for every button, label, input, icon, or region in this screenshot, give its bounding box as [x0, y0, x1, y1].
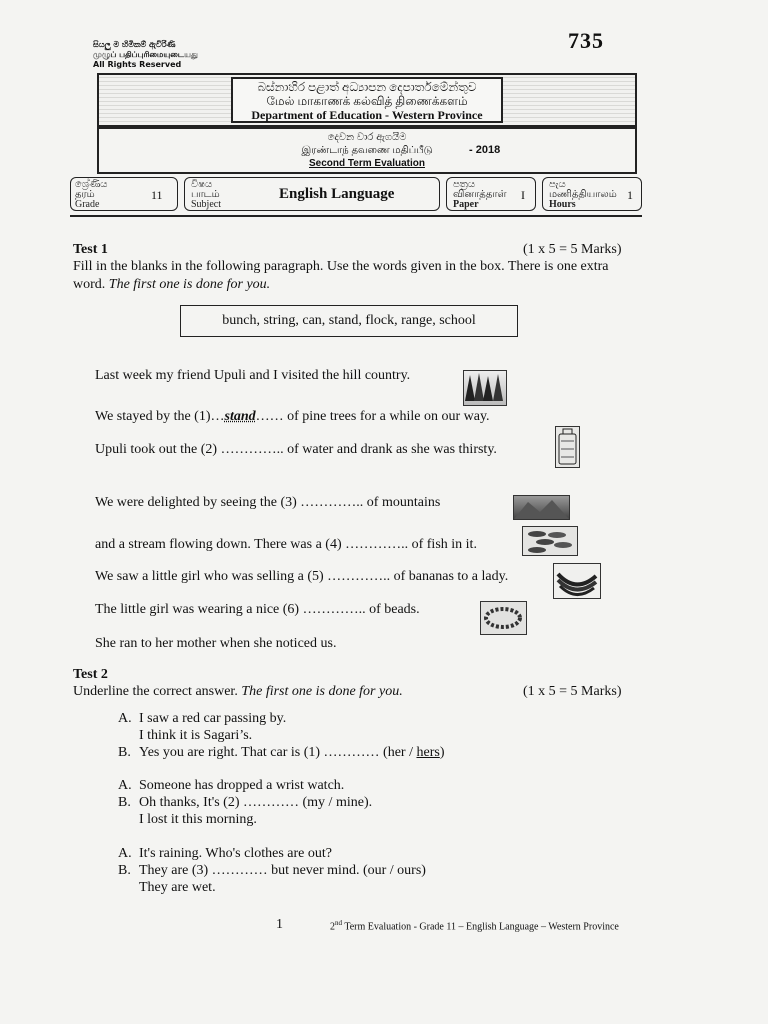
blank-1-dots: ……: [255, 409, 284, 424]
test2-example-note: The first one is done for you.: [241, 684, 403, 699]
department-banner: [97, 73, 637, 127]
paper-cell: [446, 177, 536, 211]
grade-label-ta: தரம்: [75, 189, 95, 200]
grade-label-si: ශ්‍රේණිය: [75, 179, 108, 190]
eval-year: - 2018: [469, 144, 501, 156]
subject-label-ta: பாடம்: [191, 189, 220, 200]
test1-instruction-word: word.: [73, 277, 106, 292]
item3-letter-b: B.: [118, 863, 131, 878]
test2-instruction-text: Underline the correct answer.: [73, 684, 238, 699]
footer-text: [330, 919, 619, 932]
evaluation-box: [97, 127, 637, 174]
test1-marks: (1 x 5 = 5 Marks): [523, 242, 622, 257]
dept-english: Department of Education - Western Province: [251, 108, 483, 122]
paper-label-si: පත්‍රය: [453, 179, 476, 190]
blank-1-suffix: of pine trees for a while on our way.: [287, 409, 490, 424]
paper-number: 735: [568, 28, 604, 53]
fish-picture: [522, 526, 578, 556]
paragraph-line-3: Upuli took out the (2) ………….. of water and drank as she was thirsty.: [95, 442, 497, 457]
eval-sinhala: දෙවන වාර ඇගයීම: [327, 132, 407, 143]
subject-cell: [184, 177, 440, 211]
paper-value: I: [521, 188, 525, 202]
blank-1-prefix: We stayed by the (1): [95, 409, 211, 424]
pine-trees-picture: [463, 370, 507, 406]
water-can-icon: [556, 427, 579, 467]
test2-title: Test 2: [73, 667, 108, 682]
mountains-icon: [514, 496, 569, 519]
blank-1-answer: stand: [224, 409, 256, 424]
test1-instruction: Fill in the blanks in the following paragraph. Use the words given in the box. There is one extra: [73, 259, 609, 274]
hours-label-en: Hours: [549, 199, 576, 210]
item2-letter-a: A.: [118, 778, 132, 793]
paragraph-line-7: The little girl was wearing a nice (6) ………….. of beads.: [95, 602, 420, 617]
item2-letter-b: B.: [118, 795, 131, 810]
item3-letter-a: A.: [118, 846, 132, 861]
blank-1-lead: …: [210, 409, 225, 424]
test1-title: Test 1: [73, 242, 108, 257]
bananas-picture: [553, 563, 601, 599]
test2-instruction: [73, 684, 403, 700]
grade-value: 11: [151, 188, 163, 202]
rights-sinhala: සියලු ම හිමිකම් ඇවිරිණි: [93, 40, 176, 49]
paragraph-line-1: Last week my friend Upuli and I visited the hill country.: [95, 368, 411, 383]
footer-ordinal: nd: [335, 919, 342, 927]
test1-example-note: The first one is done for you.: [108, 277, 271, 292]
paragraph-line-4: We were delighted by seeing the (3) ………….. of mountains: [95, 495, 441, 510]
dept-sinhala: බස්නාහිර පළාත් අධ්‍යාපන දෙපාර්තමේන්තුව: [257, 80, 477, 94]
item3-b-text2: They are wet.: [139, 880, 216, 895]
item1-a-text2: I think it is Sagari’s.: [139, 728, 253, 743]
beads-picture: [480, 601, 527, 635]
eval-tamil: இரண்டாந் தவணை மதிப்பீடு: [301, 145, 433, 156]
grade-label-en: Grade: [75, 199, 100, 210]
fish-school-icon: [523, 527, 577, 555]
rights-tamil: முழுப் பதிப்புரிமையுடையது: [93, 50, 198, 59]
item2-b-text2: I lost it this morning.: [139, 812, 257, 827]
item1-letter-a: A.: [118, 711, 132, 726]
test1-instruction-line2: [73, 277, 270, 293]
dept-tamil: மேல் மாகாணக் கல்வித் திணைக்களம்: [266, 94, 468, 108]
water-bottle-picture: [555, 426, 580, 468]
rights-notice: [93, 40, 198, 70]
grade-cell: [70, 177, 178, 211]
item1-a-text: I saw a red car passing by.: [139, 711, 287, 726]
item1-letter-b: B.: [118, 745, 131, 760]
footer-title: Term Evaluation - Grade 11 – English Language – Western Province: [342, 921, 619, 933]
hours-label-si: පැය: [549, 179, 566, 190]
paper-info-row: [70, 173, 642, 217]
subject-label-en: Subject: [191, 199, 221, 210]
pine-trees-icon: [464, 371, 506, 405]
mountains-picture: [513, 495, 570, 520]
paragraph-line-2: [95, 409, 490, 425]
item1-b-prefix: Yes you are right. That car is (1) ………… (her /: [139, 745, 417, 760]
item2-b-text: Oh thanks, It's (2) ………… (my / mine).: [139, 795, 373, 810]
item2-a-text: Someone has dropped a wrist watch.: [139, 778, 345, 793]
paragraph-line-8: She ran to her mother when she noticed us.: [95, 636, 337, 651]
department-title: [231, 77, 503, 123]
paper-label-en: Paper: [453, 199, 479, 210]
eval-english: Second Term Evaluation: [309, 158, 425, 169]
word-box: bunch, string, can, stand, flock, range, school: [180, 305, 518, 337]
item1-b-end: ): [439, 745, 445, 760]
paper-label-ta: வினாத்தாள்: [453, 189, 507, 200]
item3-b-text: They are (3) ………… but never mind. (our / ours): [139, 863, 426, 878]
item3-a-text: It's raining. Who's clothes are out?: [139, 846, 332, 861]
hours-cell: [542, 177, 642, 211]
paragraph-line-5: and a stream flowing down. There was a (4) ………….. of fish in it.: [95, 537, 477, 552]
beads-string-icon: [481, 602, 526, 634]
hours-value: 1: [627, 188, 633, 202]
test2-marks: (1 x 5 = 5 Marks): [523, 684, 622, 699]
item1-b-text: [139, 745, 444, 761]
subject-label-si: විෂය: [191, 179, 213, 190]
paragraph-line-6: We saw a little girl who was selling a (5) ………….. of bananas to a lady.: [95, 569, 509, 584]
bananas-icon: [554, 564, 600, 598]
subject-value: English Language: [279, 186, 395, 202]
hours-label-ta: மணித்தியாலம்: [549, 189, 617, 200]
footer-page-number: 1: [276, 917, 283, 932]
footer-prefix: 2: [330, 921, 335, 933]
item1-b-answer: hers: [416, 745, 440, 760]
rights-english: All Rights Reserved: [93, 60, 182, 69]
